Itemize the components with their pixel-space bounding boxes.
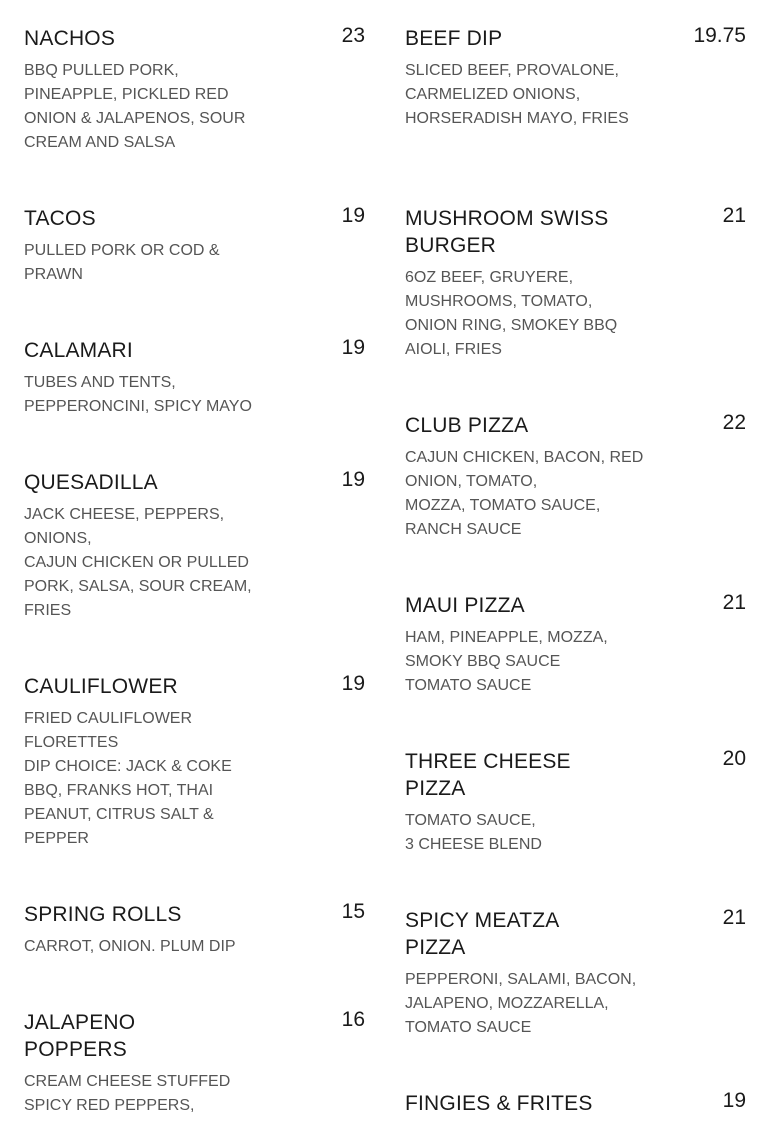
item-description: FRIED CAULIFLOWER FLORETTES DIP CHOICE: JACK & COKE BBQ, FRANKS HOT, THAI PEANUT, CITRUS SALT & PEPPER bbox=[24, 710, 232, 847]
menu-item-spicy-meatza-pizza bbox=[405, 907, 746, 1040]
item-price: 15 bbox=[341, 900, 365, 923]
menu-item-beef-dip bbox=[405, 25, 746, 131]
item-price: 19 bbox=[341, 468, 365, 491]
item-name: CLUB PIZZA bbox=[405, 414, 529, 437]
menu-item-club-pizza bbox=[405, 412, 746, 542]
item-price: 19 bbox=[341, 204, 365, 227]
item-name: TACOS bbox=[24, 207, 96, 230]
item-description: HAM, PINEAPPLE, MOZZA, SMOKY BBQ SAUCE TOMATO SAUCE bbox=[405, 629, 608, 694]
menu-item-spring-rolls bbox=[24, 901, 365, 959]
menu-item-cauliflower bbox=[24, 673, 365, 851]
item-name: CAULIFLOWER bbox=[24, 675, 178, 698]
item-name: MUSHROOM SWISS BURGER bbox=[405, 207, 609, 257]
item-name: THREE CHEESE PIZZA bbox=[405, 750, 571, 800]
item-name: QUESADILLA bbox=[24, 471, 158, 494]
menu-item-mushroom-swiss-burger bbox=[405, 205, 746, 362]
menu-item-fingies-frites bbox=[405, 1090, 746, 1124]
item-name: FINGIES & FRITES bbox=[405, 1092, 593, 1115]
item-description: SLICED BEEF, PROVALONE, CARMELIZED ONIONS, HORSERADISH MAYO, FRIES bbox=[405, 62, 629, 127]
item-price: 22 bbox=[722, 411, 746, 434]
item-name: MAUI PIZZA bbox=[405, 594, 525, 617]
item-price: 20 bbox=[722, 747, 746, 770]
menu-item-nachos bbox=[24, 25, 365, 155]
item-description: TOMATO SAUCE, 3 CHEESE BLEND bbox=[405, 812, 542, 853]
item-description: PEPPERONI, SALAMI, BACON, JALAPENO, MOZZARELLA, TOMATO SAUCE bbox=[405, 971, 637, 1036]
item-description: 6OZ BEEF, GRUYERE, MUSHROOMS, TOMATO, ONION RING, SMOKEY BBQ AIOLI, FRIES bbox=[405, 269, 618, 358]
item-name: NACHOS bbox=[24, 27, 116, 50]
item-description: CAJUN CHICKEN, BACON, RED ONION, TOMATO, MOZZA, TOMATO SAUCE, RANCH SAUCE bbox=[405, 449, 644, 538]
item-price: 21 bbox=[722, 591, 746, 614]
item-description: PULLED PORK OR COD & PRAWN bbox=[24, 242, 220, 283]
item-price: 16 bbox=[341, 1008, 365, 1031]
item-description: BBQ PULLED PORK, PINEAPPLE, PICKLED RED ONION & JALAPENOS, SOUR CREAM AND SALSA bbox=[24, 62, 246, 151]
menu-item-quesadilla bbox=[24, 469, 365, 623]
item-name: BEEF DIP bbox=[405, 27, 503, 50]
item-name: JALAPENO POPPERS bbox=[24, 1011, 136, 1061]
item-price: 19.75 bbox=[693, 24, 746, 47]
item-description: CARROT, ONION. PLUM DIP bbox=[24, 938, 236, 955]
item-price: 19 bbox=[341, 672, 365, 695]
menu-item-calamari bbox=[24, 337, 365, 419]
menu-item-tacos bbox=[24, 205, 365, 287]
menu-item-maui-pizza bbox=[405, 592, 746, 698]
item-name: SPICY MEATZA PIZZA bbox=[405, 909, 560, 959]
menu-item-jalapeno-poppers bbox=[24, 1009, 365, 1118]
item-description: TUBES AND TENTS, PEPPERONCINI, SPICY MAYO bbox=[24, 374, 252, 415]
item-name: CALAMARI bbox=[24, 339, 133, 362]
item-price: 23 bbox=[341, 24, 365, 47]
item-price: 19 bbox=[341, 336, 365, 359]
menu-item-three-cheese-pizza bbox=[405, 748, 746, 857]
item-description: CREAM CHEESE STUFFED SPICY RED PEPPERS, bbox=[24, 1073, 231, 1114]
item-name: SPRING ROLLS bbox=[24, 903, 182, 926]
item-price: 21 bbox=[722, 204, 746, 227]
item-price: 21 bbox=[722, 906, 746, 929]
item-description: JACK CHEESE, PEPPERS, ONIONS, CAJUN CHICKEN OR PULLED PORK, SALSA, SOUR CREAM, FRIES bbox=[24, 506, 252, 619]
item-price: 19 bbox=[722, 1089, 746, 1112]
